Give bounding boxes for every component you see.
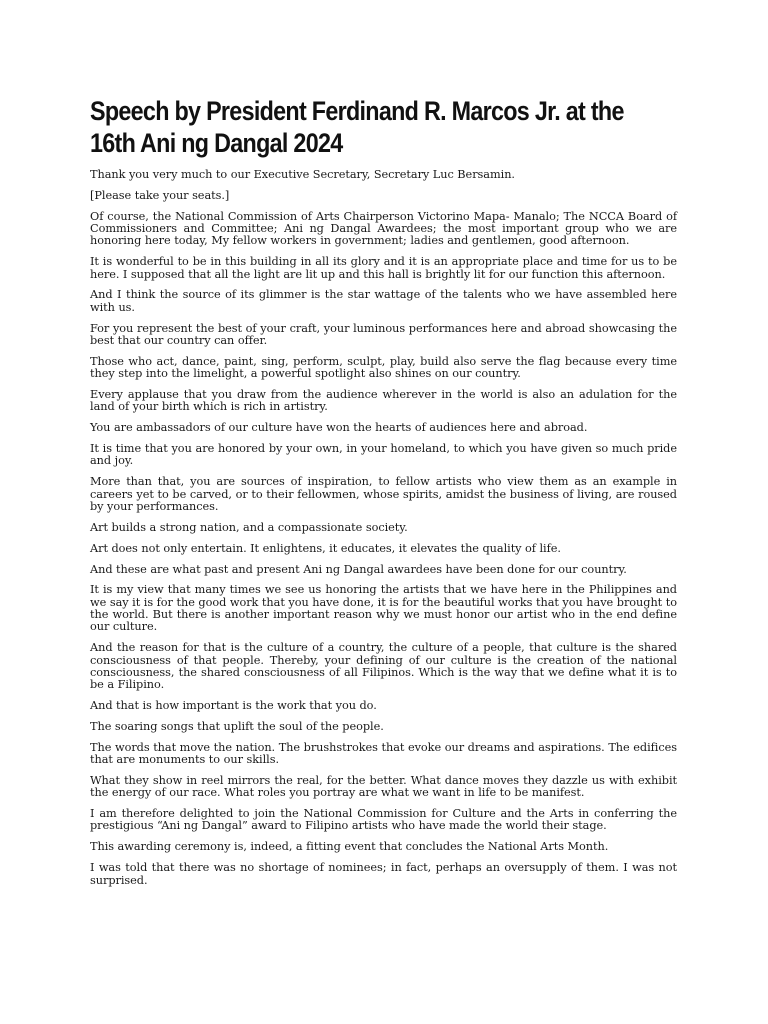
paragraph: It is time that you are honored by your own, in your homeland, to which you have given so much pride and joy. [90,442,677,468]
paragraph: The soaring songs that uplift the soul of the people. [90,719,384,733]
paragraph: And the reason for that is the culture of a country, the culture of a people, that culture is the shared consciousness of that people. Thereby, your defining of our culture is the creation of the national consciousness, the shared consciousness of all Filipinos. Which is the way that we define what it is to be a Filipino. [90,641,677,692]
paragraph: [Please take your seats.] [90,188,230,202]
paragraph: Art does not only entertain. It enlightens, it educates, it elevates the quality of life. [90,541,561,555]
paragraph: Every applause that you draw from the audience wherever in the world is also an adulation for the land of your birth which is rich in artistry. [90,388,677,414]
paragraph: For you represent the best of your craft, your luminous performances here and abroad showcasing the best that our country can offer. [90,321,677,347]
document-title: Speech by President Ferdinand R. Marcos Jr. at the 16th Ani ng Dangal 2024 [90,96,624,158]
paragraph: More than that, you are sources of inspiration, to fellow artists who view them as an example in careers yet to be carved, or to their fellowmen, whose spirits, amidst the business of living, are roused by your performances. [90,475,677,513]
paragraph: It is my view that many times we see us honoring the artists that we have here in the Philippines and we say it is for the good work that you have done, it is for the beautiful works that you have brought to the world. But there is another important reason why we must honor our artist who in the end define our culture. [90,583,677,634]
paragraph: And that is how important is the work that you do. [90,699,377,712]
paragraph: Of course, the National Commission of Arts Chairperson Victorino Mapa- Manalo; The NCCA Board of Commissioners and Committee; Ani ng Dangal Awardees; the most important group who we are honoring here today, My fellow workers in government; ladies and gentlemen, good afternoon. [90,209,677,248]
paragraph: The words that move the nation. The brushstrokes that evoke our dreams and aspirations. The edifices that are monuments to our skills. [90,740,677,767]
paragraph: Thank you very much to our Executive Secretary, Secretary Luc Bersamin. [90,168,515,181]
paragraph: And these are what past and present Ani ng Dangal awardees have been done for our country. [90,562,627,576]
paragraph: Those who act, dance, paint, sing, perform, sculpt, play, build also serve the flag because every time they step into the limelight, a powerful spotlight also shines on our country. [90,354,677,381]
paragraph: It is wonderful to be in this building in all its glory and it is an appropriate place and time for us to be here. I supposed that all the light are lit up and this hall is brightly lit for our function this afternoon. [90,255,677,281]
paragraph: What they show in reel mirrors the real, for the better. What dance moves they dazzle us with exhibit the energy of our race. What roles you portray are what we want in life to be manifest. [90,773,677,800]
paragraph: You are ambassadors of our culture have won the hearts of audiences here and abroad. [90,421,588,435]
paragraph: This awarding ceremony is, indeed, a fitting event that concludes the National Arts Month. [90,840,609,854]
document-body [90,95,677,895]
paragraph: And I think the source of its glimmer is the star wattage of the talents who we have assembled here with us. [90,288,677,314]
paragraph: Art builds a strong nation, and a compassionate society. [90,520,408,534]
paragraph: I was told that there was no shortage of nominees; in fact, perhaps an oversupply of them. I was not surprised. [90,861,677,887]
paragraph: I am therefore delighted to join the National Commission for Culture and the Arts in conferring the prestigious “Ani ng Dangal” award to Filipino artists who have made the world their stage. [90,807,677,833]
